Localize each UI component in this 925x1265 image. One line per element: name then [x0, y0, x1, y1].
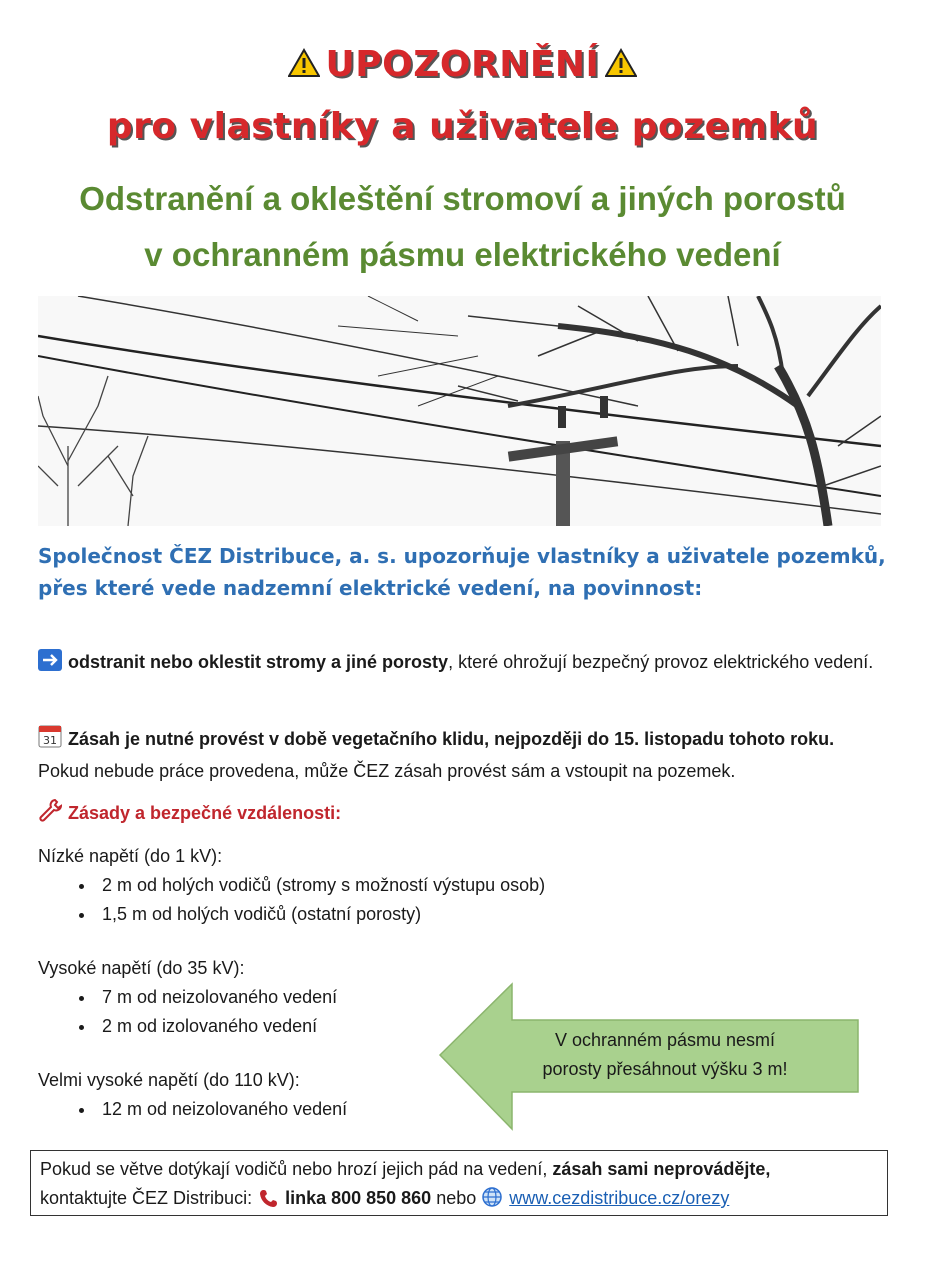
heading-line-2: v ochranném pásmu elektrického vedení	[144, 236, 781, 273]
phone-link[interactable]: linka 800 850 860	[285, 1188, 432, 1208]
list-item: • 1,5 m od holých vodičů (ostatní porosty)	[96, 900, 888, 929]
footer-bold: zásah sami neprovádějte,	[552, 1159, 771, 1179]
tree-powerline-illustration	[38, 296, 881, 526]
warning-icon	[288, 46, 320, 87]
intro-text: Společnost ČEZ Distribuce, a. s. upozorňuje vlastníky a uživatele pozemků, přes které vede nadzemní elektrické vedení, na povinnost:	[38, 544, 886, 600]
rules-heading-text: Zásady a bezpečné vzdálenosti:	[68, 803, 342, 823]
list-item: • 2 m od izolovaného vedení	[96, 1012, 888, 1041]
deadline-rest: Pokud nebude práce provedena, může ČEZ zásah provést sám a vstoupit na pozemek.	[38, 761, 736, 781]
group-title: Nízké napětí (do 1 kV):	[38, 846, 223, 866]
list-item: • 12 m od neizolovaného vedení	[96, 1095, 888, 1124]
footer-text-2: kontaktujte ČEZ Distribuci:	[40, 1188, 258, 1208]
footer-text-1: Pokud se větve dotýkají vodičů nebo hrozí jejich pád na vedení,	[40, 1159, 553, 1179]
phone-icon	[257, 1188, 279, 1217]
callout-line-2: porosty přesáhnout výšku 3 m!	[542, 1059, 788, 1079]
duty-bold: odstranit nebo oklestit stromy a jiné porosty	[68, 652, 449, 672]
calendar-icon	[38, 724, 62, 757]
notice-title-text: UPOZORNĚNÍ	[325, 44, 600, 85]
globe-icon	[481, 1186, 503, 1217]
list-item: • 2 m od holých vodičů (stromy s možností výstupu osob)	[96, 871, 888, 900]
list-item: • 7 m od neizolovaného vedení	[96, 983, 888, 1012]
warning-icon	[605, 46, 637, 87]
duty-paragraph	[38, 648, 888, 680]
group-low-voltage	[38, 842, 888, 929]
callout-line-1: V ochranném pásmu nesmí	[554, 1030, 776, 1050]
group-title: Vysoké napětí (do 35 kV):	[38, 958, 245, 978]
calendar-day: 31	[43, 734, 57, 747]
wrench-icon	[38, 798, 62, 831]
rules-heading	[38, 798, 888, 831]
heading-line-1: Odstranění a okleštění stromoví a jiných porostů	[79, 180, 846, 217]
contact-box	[30, 1150, 888, 1216]
duty-rest: , které ohrožují bezpečný provoz elektrického vedení.	[448, 652, 874, 672]
deadline-paragraph	[38, 724, 888, 786]
notice-subtitle-owners: pro vlastníky a uživatele pozemků	[106, 106, 819, 147]
deadline-bold: Zásah je nutné provést v době vegetačního klidu, nejpozději do 15. listopadu tohoto roku.	[68, 729, 835, 749]
website-link[interactable]: www.cezdistribuce.cz/orezy	[509, 1188, 730, 1208]
notice-title	[0, 44, 925, 87]
arrow-right-icon	[38, 649, 62, 680]
group-title: Velmi vysoké napětí (do 110 kV):	[38, 1070, 300, 1090]
callout-text	[515, 1026, 815, 1084]
footer-text-3: nebo	[431, 1188, 482, 1208]
